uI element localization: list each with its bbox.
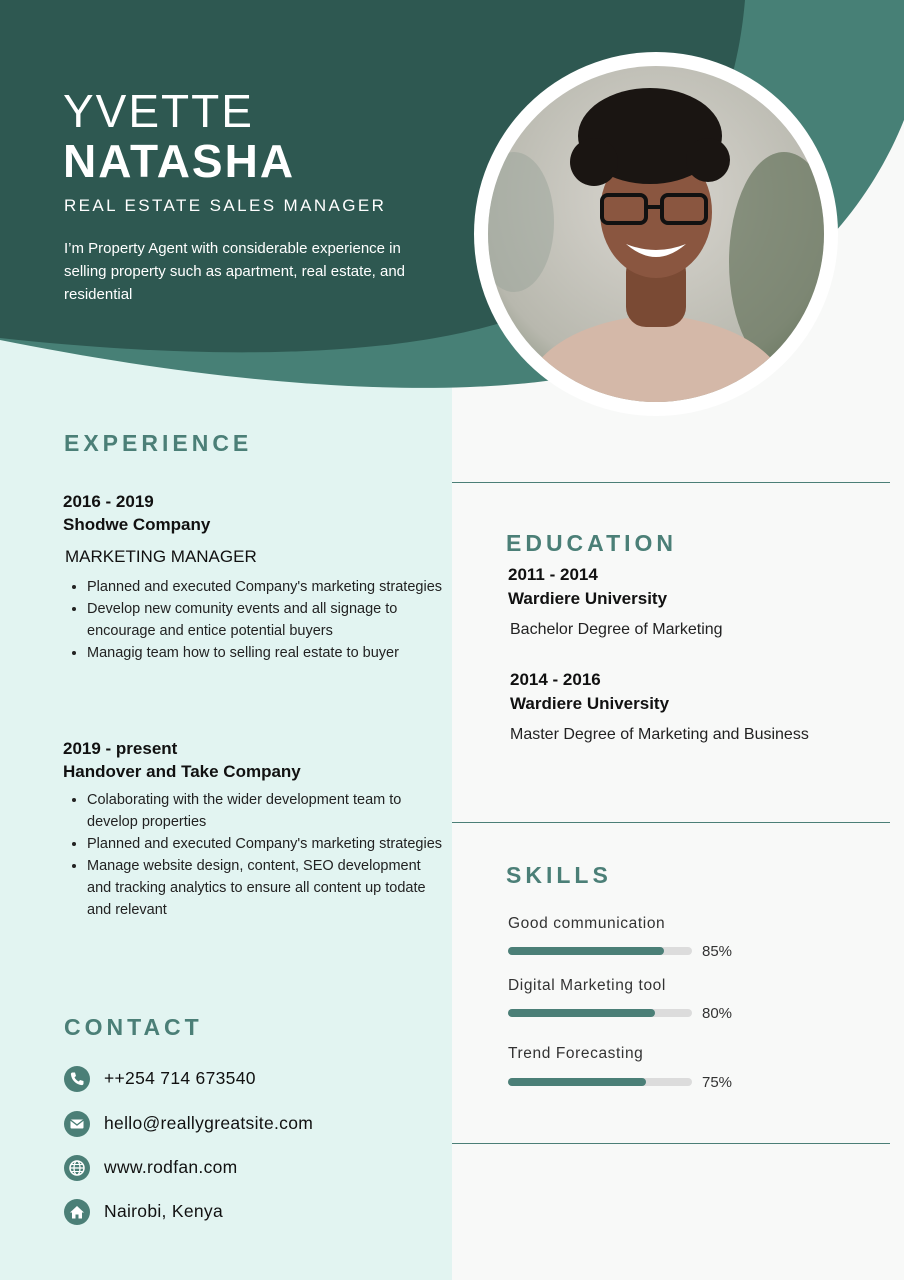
skill-bar-fill	[508, 1009, 655, 1017]
experience-bullets	[63, 789, 443, 921]
experience-role: MARKETING MANAGER	[65, 547, 257, 566]
skills-heading: SKILLS	[506, 862, 612, 888]
list-item: • Planned and executed Company's marketing strategies	[87, 576, 443, 598]
divider	[452, 482, 890, 483]
list-item: • Managig team how to selling real estate to buyer	[87, 642, 443, 664]
experience-entry-1	[63, 492, 443, 664]
education-entry-1	[508, 565, 868, 639]
email-icon	[64, 1111, 90, 1137]
experience-heading: EXPERIENCE	[64, 430, 253, 456]
contact-address: Nairobi, Kenya	[104, 1201, 223, 1221]
list-item: • Colaborating with the wider development team to develop properties	[87, 789, 443, 833]
divider	[452, 1143, 890, 1144]
skill-name: Trend Forecasting	[508, 1045, 644, 1062]
contact-email[interactable]: hello@reallygreatsite.com	[104, 1113, 314, 1133]
education-dates: 2014 - 2016	[510, 670, 601, 689]
list-item: • Planned and executed Company's marketing strategies	[87, 833, 443, 855]
first-name: YVETTE	[63, 85, 254, 137]
globe-icon	[64, 1155, 90, 1181]
skill-percent: 75%	[702, 1074, 733, 1091]
skill-percent: 80%	[702, 1005, 733, 1022]
skill-bar	[508, 1009, 692, 1017]
profile-photo	[474, 52, 838, 416]
skill-bar-fill	[508, 1078, 646, 1086]
skill-bar	[508, 947, 692, 955]
experience-dates: 2019 - present	[63, 739, 178, 758]
education-school: Wardiere University	[510, 694, 670, 713]
skill-name: Good communication	[508, 915, 666, 932]
contact-heading: CONTACT	[64, 1014, 203, 1040]
list-item: • Develop new comunity events and all signage to encourage and entice potential buyers	[87, 598, 443, 642]
last-name: NATASHA	[63, 135, 296, 187]
experience-company: Shodwe Company	[63, 515, 211, 534]
skill-bar-fill	[508, 947, 664, 955]
experience-bullets	[63, 576, 443, 664]
experience-dates: 2016 - 2019	[63, 492, 154, 511]
list-item: • Manage website design, content, SEO development and tracking analytics to ensure all content up todate and relevant	[87, 855, 443, 921]
experience-entry-2	[63, 739, 443, 921]
contact-website[interactable]: www.rodfan.com	[104, 1157, 238, 1177]
education-dates: 2011 - 2014	[508, 565, 598, 584]
profile-summary: I’m Property Agent with considerable experience in selling property such as apartment, real estate, and residential	[64, 240, 406, 303]
skill-name: Digital Marketing tool	[508, 977, 666, 994]
skill-percent: 85%	[702, 943, 733, 960]
skill-bar	[508, 1078, 692, 1086]
experience-company: Handover and Take Company	[63, 762, 301, 781]
education-entry-2	[510, 670, 870, 744]
education-degree: Master Degree of Marketing and Business	[510, 726, 809, 743]
home-icon	[64, 1199, 90, 1225]
job-title: REAL ESTATE SALES MANAGER	[64, 196, 387, 215]
contact-phone[interactable]: ++254 714 673540	[104, 1068, 256, 1088]
divider	[452, 822, 890, 823]
phone-icon	[64, 1066, 90, 1092]
education-school: Wardiere University	[508, 589, 668, 608]
education-heading: EDUCATION	[506, 530, 678, 556]
education-degree: Bachelor Degree of Marketing	[510, 621, 723, 638]
